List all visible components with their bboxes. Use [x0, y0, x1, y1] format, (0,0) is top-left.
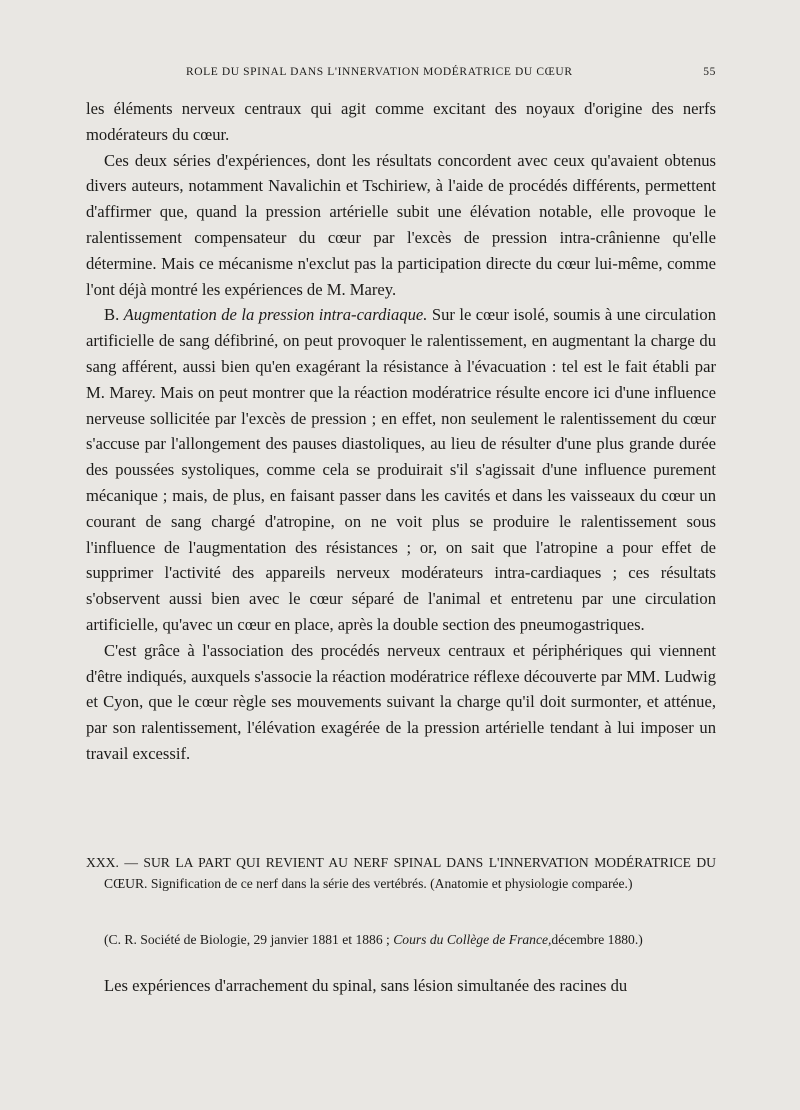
running-title: ROLE DU SPINAL DANS L'INNERVATION MODÉRATRICE DU CŒUR	[186, 66, 573, 78]
paragraph-4: C'est grâce à l'association des procédés nerveux centraux et périphériques qui viennent d'être indiqués, auxquels s'associe la réaction modératrice réflexe découverte par MM. Ludwig et Cyon, que le cœur règle ses mouvements suivant la charge qu'il doit surmonter, et atténue, par son ralentissement, l'élévation exagérée de la pression artérielle tendant à lui imposer un travail excessif.	[86, 640, 716, 763]
section-heading-title: XXX. — SUR LA PART QUI REVIENT AU NERF SPINAL DANS L'INNERVATION MODÉRATRICE DU CŒUR.	[86, 855, 716, 891]
body-text	[86, 96, 716, 767]
page-number: 55	[703, 66, 716, 78]
closing-paragraph: Les expériences d'arrachement du spinal, sans lésion simultanée des racines du	[104, 976, 628, 995]
paragraph-3-label: B.	[104, 305, 120, 325]
paragraph-2: Ces deux séries d'expériences, dont les résultats concordent avec ceux qu'avaient obtenus divers auteurs, notamment Navalichin et Tschiriew, à l'aide de procédés différents, permettent d'affirmer que, quand la pression artérielle subit une élévation notable, elle provoque le ralentissement compensateur du cœur par l'excès de pression intra-crânienne qu'elle détermine. Mais ce mécanisme n'exclut pas la participation directe du cœur lui-même, comme l'ont déjà montré les expériences de M. Marey.	[86, 150, 716, 299]
paragraph-3-text: Sur le cœur isolé, soumis à une circulation artificielle de sang défibriné, on peut provoquer le ralentissement, en augmentant la charge du sang afférent, aussi bien qu'en exagérant la résistance à l'évacuation : tel est le fait établi par M. Marey. Mais on peut montrer que la réaction modératrice résulte encore ici d'une influence nerveuse sollicitée par l'excès de pression ; en effet, non seulement le ralentissement du cœur s'accuse par l'allongement des pauses diastoliques, au lieu de résulter d'une plus grande durée des poussées systoliques, comme cela se produirait s'il s'agissait d'une influence purement mécanique ; mais, de plus, en faisant passer dans les cavités et dans les vaisseaux du cœur un courant de sang chargé d'atropine, on ne voit plus se produire le ralentissement sous l'influence de l'augmentation des résistances ; or, on sait que l'atropine a pour effet de supprimer l'activité des appareils nerveux modérateurs intra-cardiaques ; ces résultats s'observent aussi bien avec le cœur séparé de l'animal et entretenu par une circulation artificielle, qu'avec un cœur en place, après la double section des pneumogastriques.	[86, 305, 716, 634]
section-block	[86, 852, 716, 894]
paragraph-3	[86, 302, 716, 637]
citation-italic: Cours du Collège de France,	[393, 932, 552, 947]
paragraph-3-title: Augmentation de la pression intra-cardiaque.	[123, 305, 428, 325]
paragraph-1: les éléments nerveux centraux qui agit comme excitant des noyaux d'origine des nerfs modérateurs du cœur.	[86, 99, 716, 144]
section-heading	[86, 852, 716, 894]
citation-prefix: (C. R. Société de Biologie, 29 janvier 1881 et 1886 ;	[104, 932, 390, 947]
section-subtitle: Signification de ce nerf dans la série des vertébrés. (Anatomie et physiologie comparée.)	[150, 876, 633, 891]
citation-suffix: décembre 1880.)	[551, 932, 643, 947]
citation	[104, 930, 716, 950]
